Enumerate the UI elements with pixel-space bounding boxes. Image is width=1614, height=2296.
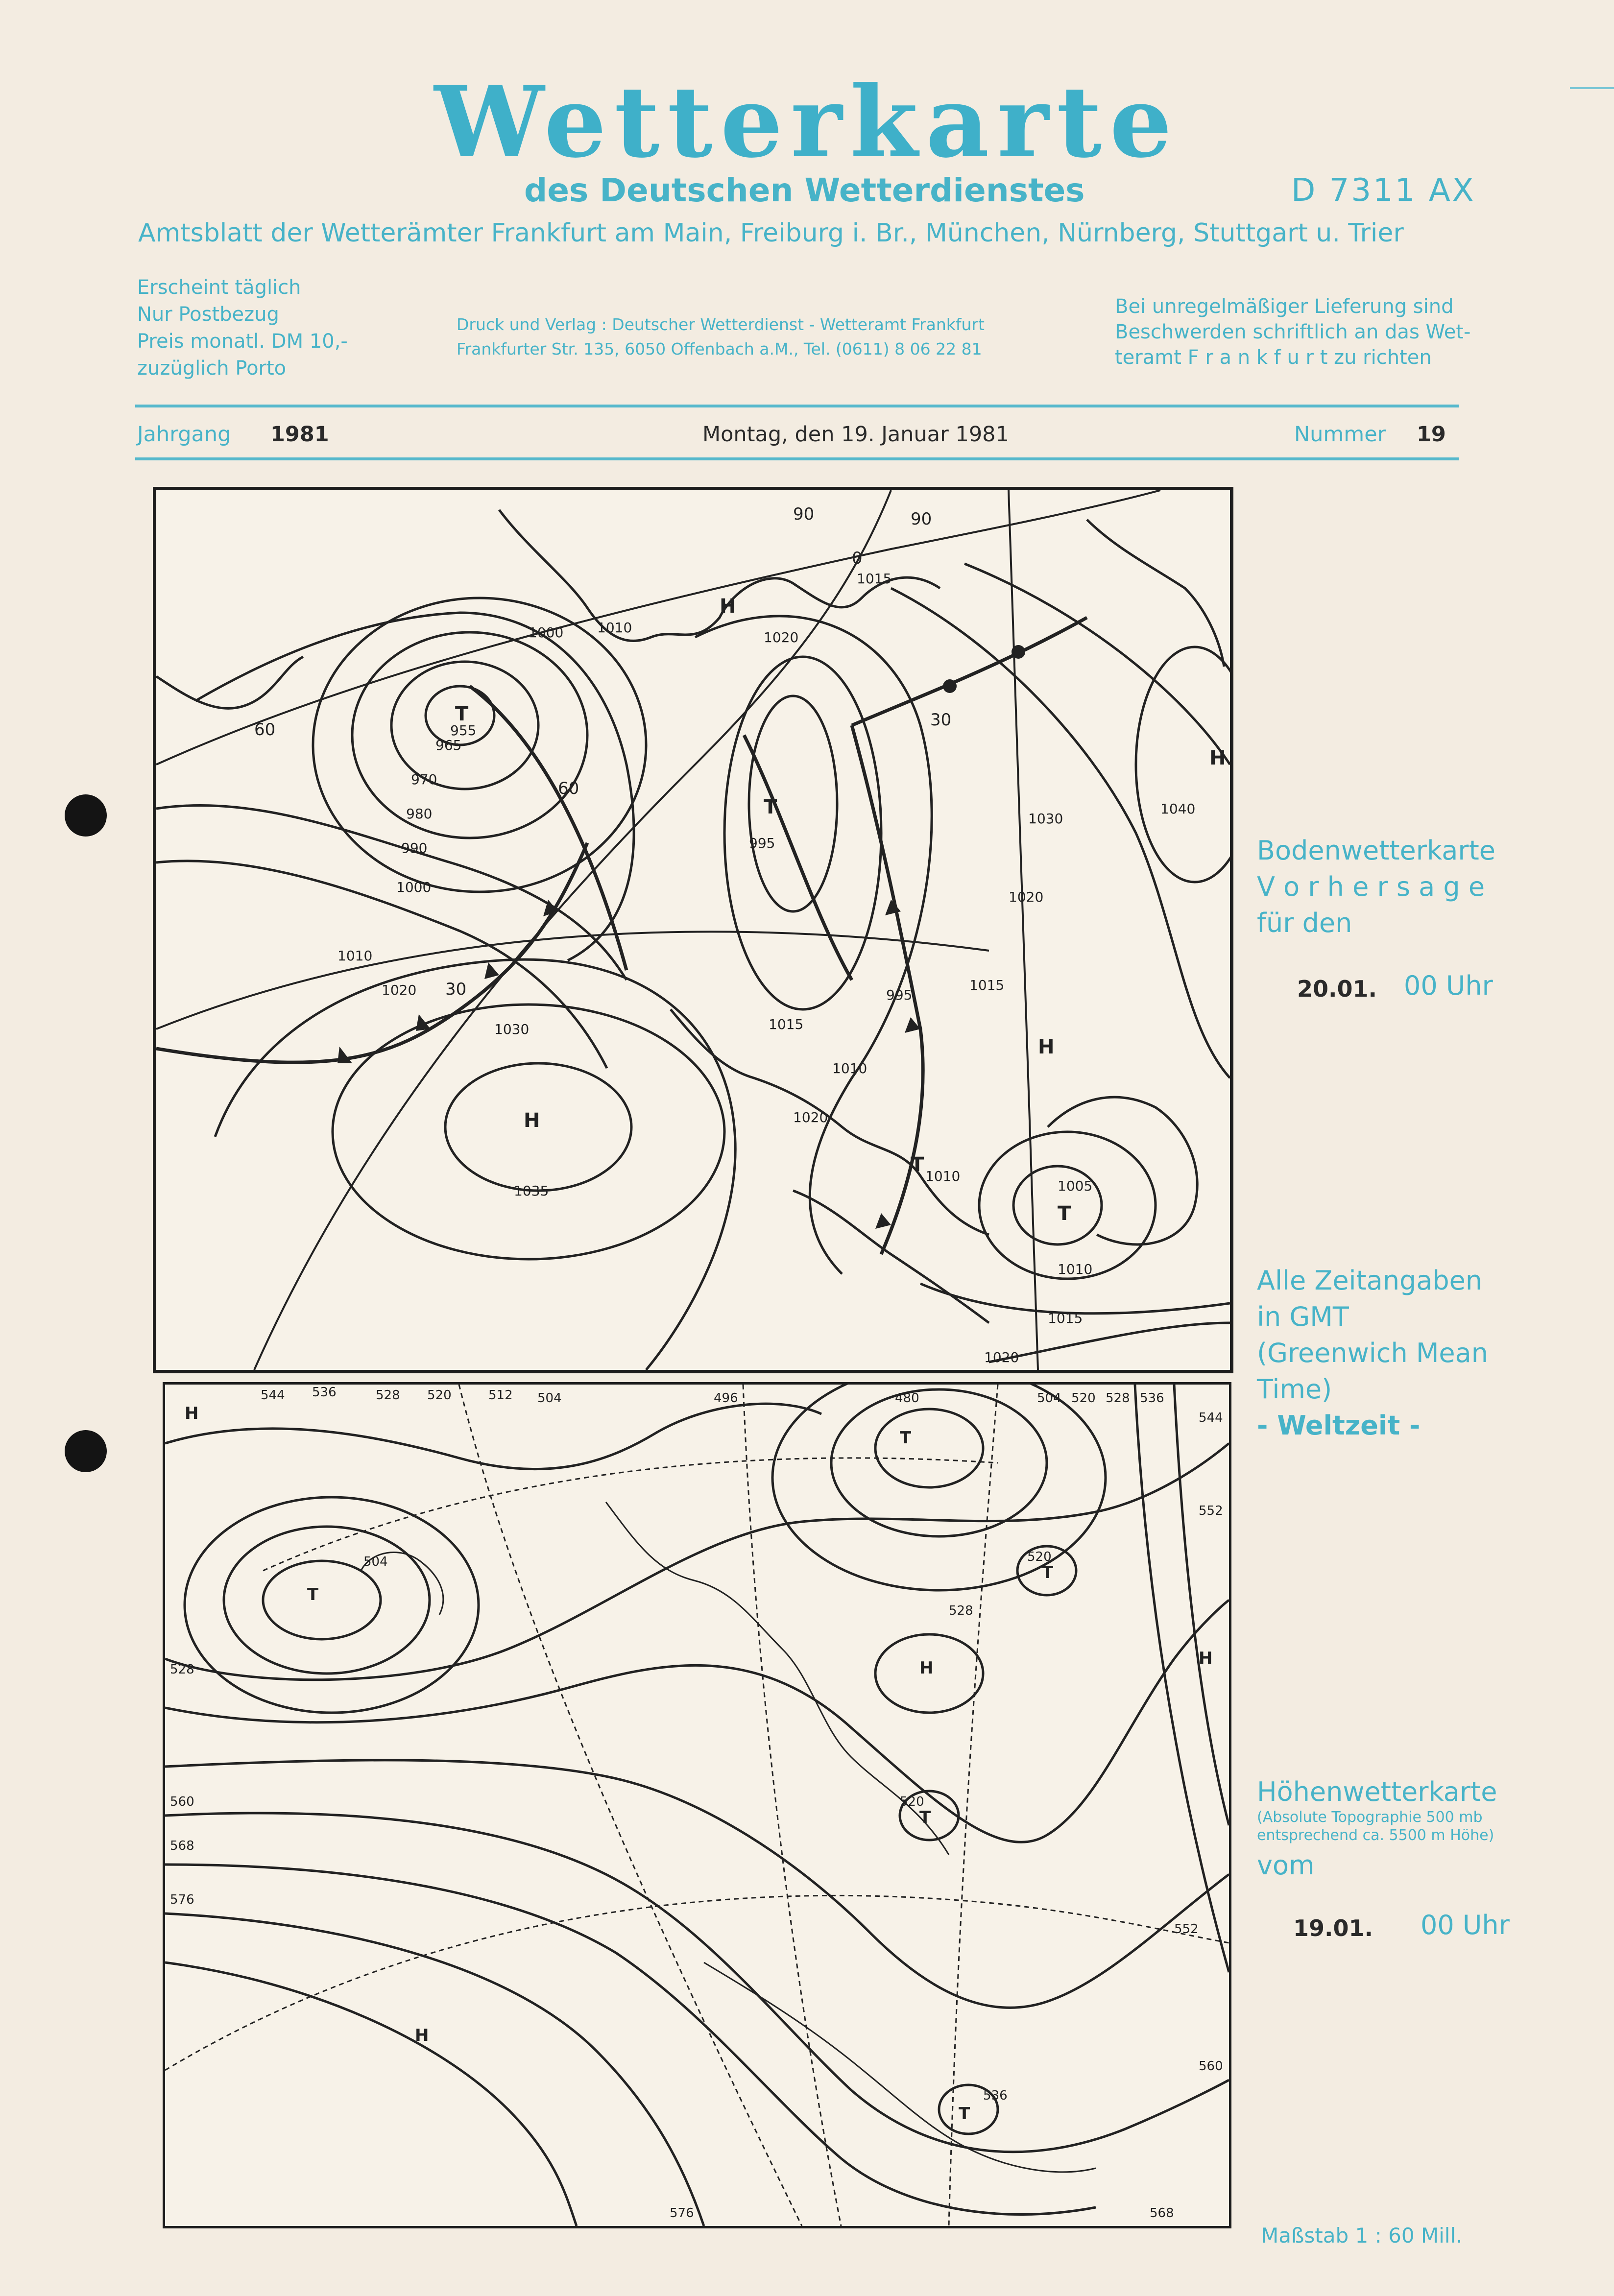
height-contour (165, 1962, 577, 2226)
contour-label: 568 (1150, 2206, 1174, 2221)
latitude-label: 30 (930, 710, 952, 730)
height-contour (165, 1813, 1229, 2152)
isobar-label: 1020 (984, 1349, 1019, 1365)
height-center: T (307, 1585, 319, 1604)
contour-label: 528 (376, 1388, 400, 1403)
contour-label: 544 (1199, 1411, 1223, 1425)
isobar (989, 1323, 1230, 1362)
contour-label: 536 (312, 1385, 337, 1400)
isobar-label: 1000 (529, 624, 564, 641)
upper-caption (1257, 1774, 1497, 1810)
newspaper-title: Wetterkarte (434, 65, 1180, 180)
contour-label: 552 (1199, 1504, 1223, 1518)
header-rule-top (135, 405, 1459, 407)
front-marker (875, 1213, 891, 1229)
height-contour (224, 1527, 430, 1674)
analysis-time: 00 Uhr (1421, 1910, 1510, 1940)
map-scale: Maßstab 1 : 60 Mill. (1261, 2224, 1463, 2248)
coastline (1087, 520, 1224, 667)
height-contour (165, 1404, 821, 1469)
info-line: Erscheint täglich (137, 276, 301, 299)
isobar (749, 696, 837, 911)
height-center: H (415, 2026, 429, 2045)
complaint-info (1115, 294, 1470, 370)
isobar-label: 1010 (337, 948, 373, 964)
subtitle: des Deutschen Wetterdienstes (524, 171, 1085, 209)
official-gazette-line: Amtsblatt der Wetterämter Frankfurt am Main, Freiburg i. Br., München, Nürnberg, Stuttgart u. Trier (138, 218, 1404, 248)
graticule (1009, 490, 1038, 1370)
front-marker (885, 900, 901, 915)
isobar-label: 1020 (1009, 889, 1044, 905)
coastline (671, 1009, 989, 1235)
isobar (313, 598, 646, 892)
height-center: H (185, 1404, 199, 1423)
surface-map-drawing (156, 490, 1230, 1370)
isobar (695, 616, 932, 1274)
isobar-label: 990 (401, 840, 428, 856)
isobar-label: 1040 (1160, 801, 1196, 817)
caption-note-line: (Absolute Topographie 500 mb (1257, 1809, 1483, 1826)
time-note-line: Alle Zeitangaben (1257, 1265, 1483, 1296)
upper-caption-note (1257, 1808, 1494, 1844)
contour-label: 520 (900, 1794, 924, 1809)
contour-label: 520 (1071, 1391, 1096, 1406)
height-contour (875, 1409, 983, 1487)
isobar-label: 1010 (925, 1168, 961, 1184)
time-note-line: (Greenwich Mean (1257, 1338, 1488, 1368)
contour-label: 504 (363, 1555, 388, 1569)
longitude-label: 90 (793, 504, 815, 524)
contour-label: 528 (949, 1603, 973, 1618)
coastline (793, 1191, 989, 1323)
isobar-label: 1015 (1048, 1310, 1083, 1326)
graticule (165, 1895, 1229, 2070)
isobar-label: 1005 (1058, 1178, 1093, 1194)
pressure-center: H (1038, 1036, 1055, 1058)
isobar-label: 980 (406, 806, 433, 822)
pressure-center: T (911, 1153, 924, 1176)
height-contour (263, 1561, 381, 1639)
time-note-line: Time) (1257, 1374, 1332, 1405)
number-value: 19 (1417, 422, 1446, 447)
surface-weather-map (153, 487, 1233, 1373)
height-center: T (900, 1428, 912, 1448)
isobar-label: 1020 (793, 1109, 828, 1125)
caption-line: für den (1257, 908, 1352, 938)
height-center: H (1199, 1649, 1213, 1668)
contour-label: 520 (1027, 1550, 1052, 1564)
coastline (606, 1502, 949, 1855)
height-contour (165, 1865, 1096, 2214)
info-line: Preis monatl. DM 10,- (137, 330, 348, 353)
graticule (743, 1385, 841, 2226)
analysis-date: 19.01. (1293, 1915, 1373, 1941)
contour-label: 576 (670, 2206, 694, 2221)
info-line: Frankfurter Str. 135, 6050 Offenbach a.M., Tel. (0611) 8 06 22 81 (457, 339, 982, 359)
pressure-center: H (720, 595, 736, 618)
caption-line: Höhenwetterkarte (1257, 1776, 1497, 1807)
isobar-label: 1010 (597, 620, 632, 636)
info-line: Nur Postbezug (137, 303, 279, 326)
contour-label: 496 (714, 1391, 738, 1406)
isobar-label: 1015 (769, 1016, 804, 1032)
occluded-front (470, 686, 626, 970)
info-line: Beschwerden schriftlich an das Wet- (1115, 321, 1471, 343)
contour-label: 552 (1174, 1922, 1199, 1937)
forecast-date: 20.01. (1297, 976, 1377, 1002)
height-contour (165, 1913, 704, 2226)
height-contour (831, 1389, 1047, 1536)
isobar-label: 965 (435, 737, 462, 753)
front-marker (943, 679, 957, 693)
latitude-label: 30 (445, 980, 467, 999)
contour-label: 504 (537, 1391, 562, 1406)
isobar-label: 1035 (514, 1183, 549, 1199)
isobar (891, 588, 1230, 1078)
height-contour (165, 1600, 1229, 1842)
caption-line: V o r h e r s a g e (1257, 871, 1485, 902)
longitude-label: 0 (852, 549, 863, 568)
pressure-center: T (1058, 1202, 1071, 1225)
number-label: Nummer (1294, 422, 1386, 447)
time-note (1257, 1263, 1488, 1444)
info-line: teramt F r a n k f u r t zu richten (1115, 346, 1432, 369)
front-marker (337, 1047, 352, 1063)
isobar-label: 1030 (494, 1021, 530, 1037)
info-line: Druck und Verlag : Deutscher Wetterdienst - Wetteramt Frankfurt (457, 315, 985, 334)
contour-label: 528 (170, 1662, 194, 1677)
contour-label: 576 (170, 1892, 194, 1907)
isobar-label: 1015 (857, 571, 892, 587)
isobar-label: 1000 (396, 879, 432, 895)
contour-label: 544 (261, 1388, 285, 1403)
year-label: Jahrgang (137, 422, 231, 447)
punch-hole (65, 1430, 107, 1472)
isobar-label: 995 (749, 835, 775, 851)
isobar-label: 1010 (1058, 1261, 1093, 1277)
pressure-center: T (764, 796, 777, 818)
contour-label: 480 (895, 1391, 919, 1406)
contour-label: 528 (1106, 1391, 1130, 1406)
contour-label: 536 (983, 2088, 1008, 2103)
height-center: T (1042, 1563, 1054, 1582)
contour-label: 520 (427, 1388, 452, 1403)
issue-date: Montag, den 19. Januar 1981 (702, 422, 1009, 447)
surface-caption (1257, 833, 1495, 941)
graticule (459, 1385, 802, 2226)
height-contour (165, 1760, 1229, 2008)
subscription-info (137, 274, 348, 382)
isobar-label: 1015 (969, 977, 1005, 993)
longitude-label: 90 (911, 509, 932, 529)
isobar (333, 1004, 724, 1259)
year-value: 1981 (270, 422, 329, 447)
isobar (215, 959, 735, 1370)
isobar-label: 1030 (1028, 811, 1063, 827)
time-note-line: - Weltzeit - (1257, 1410, 1421, 1441)
isobar-label: 1020 (764, 629, 799, 646)
pressure-center: H (1209, 747, 1226, 769)
contour-label: 504 (1037, 1391, 1061, 1406)
isobar-label: 1020 (382, 982, 417, 998)
contour-label: 568 (170, 1839, 194, 1853)
isobar-label: 1010 (832, 1060, 867, 1076)
height-center: T (919, 1808, 931, 1827)
graticule (263, 1458, 998, 1571)
publication-code: D 7311 AX (1291, 172, 1476, 209)
upper-map-drawing (165, 1385, 1229, 2226)
info-line: Bei unregelmäßiger Lieferung sind (1115, 295, 1454, 318)
warm-front (852, 618, 1087, 725)
pressure-center: T (455, 703, 469, 725)
upper-caption-vom: vom (1257, 1850, 1315, 1881)
latitude-label: 60 (254, 720, 276, 740)
front-marker (484, 962, 499, 979)
height-center: H (919, 1658, 934, 1678)
isobar-label: 995 (886, 987, 913, 1003)
header-rule-bottom (135, 457, 1459, 460)
upper-air-map (163, 1382, 1231, 2228)
forecast-time: 00 Uhr (1404, 970, 1493, 1001)
height-center: T (959, 2104, 970, 2124)
contour-label: 560 (170, 1794, 194, 1809)
isobar-label: 970 (411, 771, 437, 788)
isobar (156, 861, 607, 1068)
coastline (704, 1962, 1096, 2172)
caption-line: Bodenwetterkarte (1257, 835, 1495, 866)
latitude-label: 60 (558, 779, 579, 798)
front-marker (1012, 645, 1025, 659)
publisher-info (457, 312, 985, 361)
time-note-line: in GMT (1257, 1301, 1349, 1332)
contour-label: 560 (1199, 2059, 1223, 2074)
isobar (920, 1284, 1230, 1314)
isobar (156, 805, 626, 980)
punch-hole (65, 794, 107, 837)
contour-label: 512 (488, 1388, 513, 1403)
caption-note-line: entsprechend ca. 5500 m Höhe) (1257, 1827, 1494, 1844)
info-line: zuzüglich Porto (137, 357, 287, 380)
contour-label: 536 (1140, 1391, 1164, 1406)
isobar-label: 955 (450, 722, 477, 739)
pressure-center: H (524, 1109, 540, 1132)
